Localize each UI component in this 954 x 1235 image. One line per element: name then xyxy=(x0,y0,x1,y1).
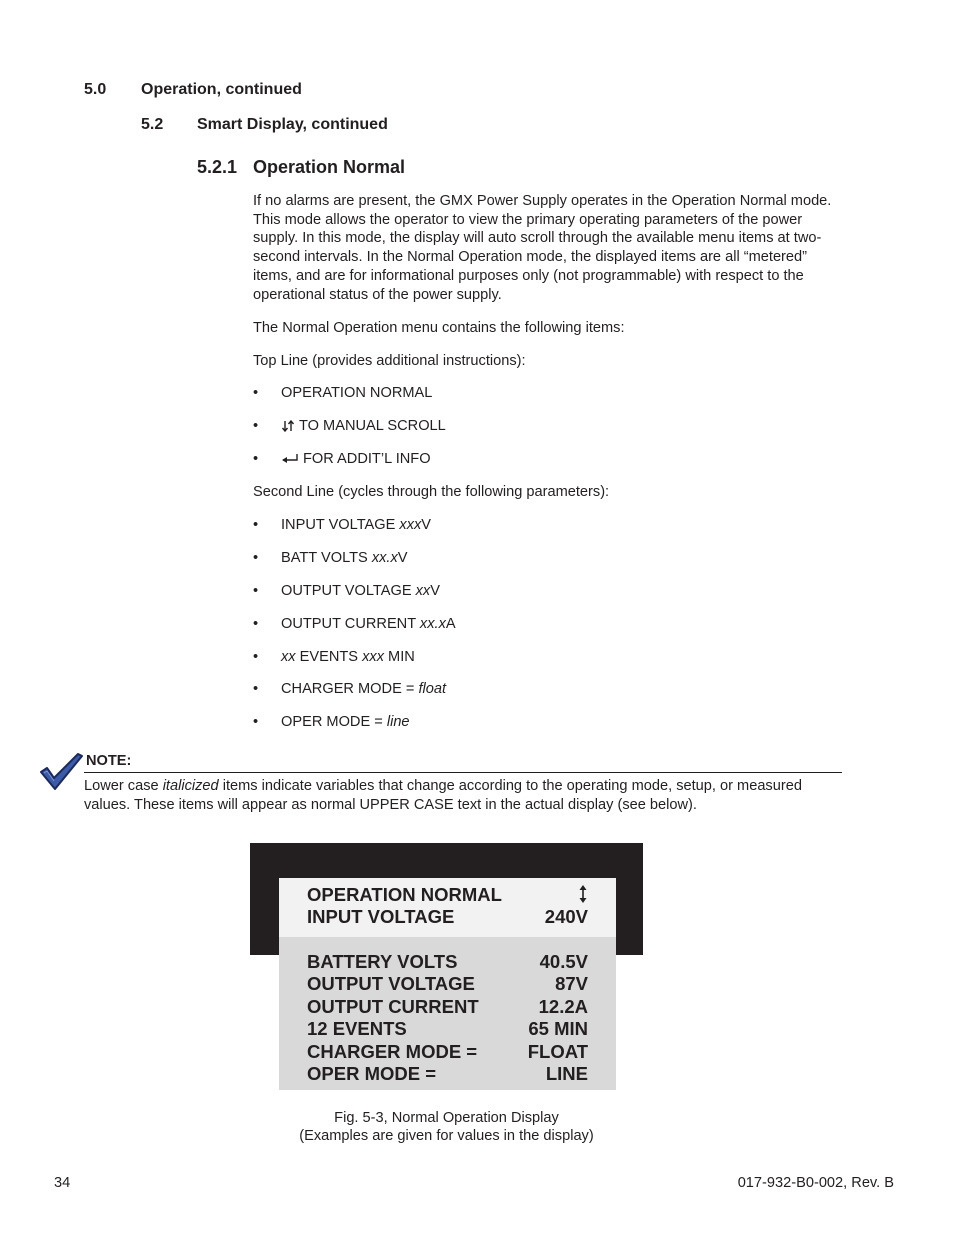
list-item-text: OUTPUT VOLTAGE xyxy=(281,583,416,599)
variable-text: xx xyxy=(415,583,431,599)
list-item-content xyxy=(281,713,410,731)
list-item-content xyxy=(281,648,415,666)
list-item-text: OPERATION NORMAL xyxy=(281,385,433,401)
list-item-text: EVENTS xyxy=(295,649,363,665)
bullet: • xyxy=(253,583,259,599)
display-row xyxy=(307,884,588,906)
subsubsection-number: 5.2.1 xyxy=(197,157,238,177)
list-item-text: OUTPUT CURRENT xyxy=(281,616,420,632)
bullet: • xyxy=(253,385,259,401)
display-row xyxy=(307,1018,588,1040)
list-item-text: INPUT VOLTAGE xyxy=(281,517,400,533)
display-row xyxy=(307,906,588,928)
note-italic-text: italicized xyxy=(162,778,219,794)
display-row-value: 87V xyxy=(555,973,588,994)
variable-text: xxx xyxy=(362,649,384,665)
second-line-paragraph: Second Line (cycles through the following parameters): xyxy=(253,484,610,500)
up-down-arrows-icon xyxy=(578,885,588,903)
bullet: • xyxy=(253,681,259,697)
subsubsection-title: Operation Normal xyxy=(253,157,406,177)
display-row-value: 40.5V xyxy=(539,951,588,972)
bullet: • xyxy=(253,616,259,632)
bullet: • xyxy=(253,714,259,730)
variable-text: xx.x xyxy=(371,550,398,566)
variable-text: float xyxy=(418,681,447,697)
list-item-content xyxy=(281,615,456,633)
note-text-part: items indicate variables that change according to the operating mode, setup, or measured values. These items will appear as normal UPPER CASE text in the actual display (see below). xyxy=(84,778,802,813)
list-item-content xyxy=(281,582,440,600)
list-item-content xyxy=(281,549,408,567)
display-row-value: LINE xyxy=(545,1063,588,1084)
subsection-number: 5.2 xyxy=(141,116,164,133)
display-row-label: OPER MODE = xyxy=(307,1063,437,1084)
enter-arrow-icon xyxy=(281,453,299,465)
list-item-content xyxy=(281,680,446,698)
variable-text: xx xyxy=(281,649,296,665)
variable-text: line xyxy=(386,714,410,730)
list-item-text: A xyxy=(445,616,456,632)
list-item-text: BATT VOLTS xyxy=(281,550,372,566)
display-row xyxy=(307,996,588,1018)
note-text xyxy=(84,777,844,815)
display-row-label: OUTPUT CURRENT xyxy=(307,996,479,1017)
list-item-text: CHARGER MODE = xyxy=(281,681,419,697)
note-label: NOTE: xyxy=(86,753,132,769)
note-text-part: Lower case xyxy=(84,778,163,794)
display-row-value: 65 MIN xyxy=(528,1018,588,1039)
list-item-text: FOR ADDIT’L INFO xyxy=(303,451,431,467)
figure-caption: Fig. 5-3, Normal Operation Display xyxy=(334,1110,559,1126)
display-row-label: INPUT VOLTAGE xyxy=(307,906,455,927)
menu-intro-paragraph: The Normal Operation menu contains the following items: xyxy=(253,320,625,336)
display-row-label: OUTPUT VOLTAGE xyxy=(307,973,475,994)
display-row-label: OPERATION NORMAL xyxy=(307,884,502,905)
display-row xyxy=(307,1041,588,1063)
list-item-text: MIN xyxy=(383,649,415,665)
section-number: 5.0 xyxy=(84,81,107,98)
list-item-text: V xyxy=(430,583,440,599)
checkmark-icon xyxy=(38,750,84,792)
up-down-arrows-icon xyxy=(281,420,295,432)
display-row-label: 12 EVENTS xyxy=(307,1018,407,1039)
list-item-text: OPER MODE = xyxy=(281,714,387,730)
figure-caption-subtitle: (Examples are given for values in the display) xyxy=(299,1128,594,1144)
variable-text: xxx xyxy=(399,517,422,533)
variable-text: xx.x xyxy=(419,616,446,632)
display-row-value: 12.2A xyxy=(538,996,588,1017)
display-row xyxy=(307,973,588,995)
bullet: • xyxy=(253,418,259,434)
subsection-title: Smart Display, continued xyxy=(197,116,388,133)
bullet: • xyxy=(253,550,259,566)
list-item-content xyxy=(281,516,431,534)
display-row-value: 240V xyxy=(544,906,588,927)
bullet: • xyxy=(253,451,259,467)
display-row xyxy=(307,951,588,973)
list-item-text: V xyxy=(397,550,408,566)
bullet: • xyxy=(253,517,259,533)
list-item-content xyxy=(281,450,431,468)
intro-paragraph: If no alarms are present, the GMX Power Supply operates in the Operation Normal mode. This mode allows the operator to view the primary operating parameters of the power supply. In this mode, the display will auto scroll through the available menu items at two-second intervals. In the Normal Operation mode, the displayed items are all “metered” items, and are for informational purposes only (not programmable) with respect to the operational status of the power supply. xyxy=(253,193,832,303)
note-divider xyxy=(84,772,842,773)
display-row xyxy=(307,1063,588,1085)
list-item-text: TO MANUAL SCROLL xyxy=(299,418,446,434)
list-item-content xyxy=(281,417,446,435)
display-row-label: CHARGER MODE = xyxy=(307,1041,478,1062)
bullet: • xyxy=(253,649,259,665)
document-id: 017-932-B0-002, Rev. B xyxy=(737,1175,894,1191)
list-item-text: V xyxy=(421,517,432,533)
section-title: Operation, continued xyxy=(141,81,302,98)
display-row-value: FLOAT xyxy=(527,1041,588,1062)
top-line-paragraph: Top Line (provides additional instructions): xyxy=(253,353,526,369)
display-row-label: BATTERY VOLTS xyxy=(307,951,458,972)
page-number: 34 xyxy=(54,1175,71,1191)
